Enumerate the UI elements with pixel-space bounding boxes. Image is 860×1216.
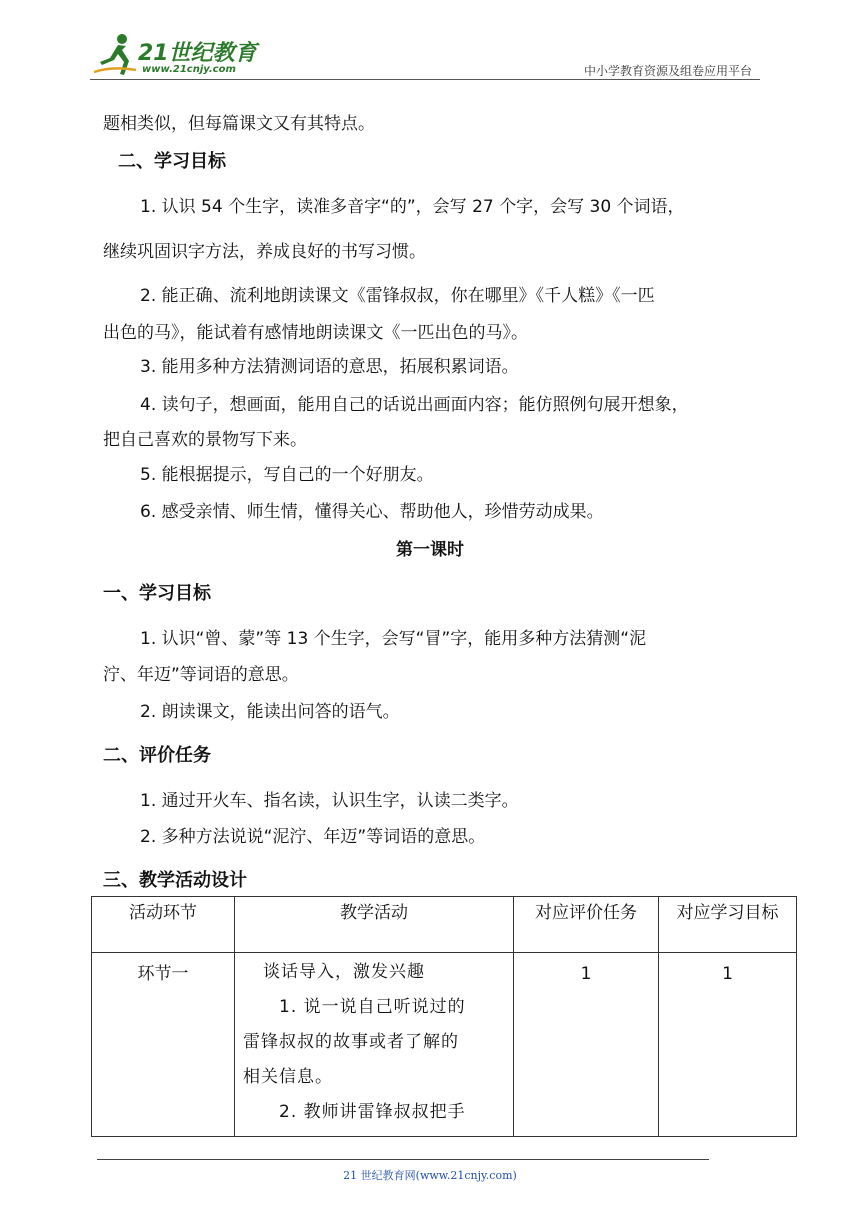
goal-6: 6. 感受亲情、师生情，懂得关心、帮助他人，珍惜劳动成果。 [140,502,604,522]
stage-cell [92,953,235,1137]
platform-name: 中小学教育资源及组卷应用平台 [583,64,752,78]
lesson-title: 第一课时 [396,540,464,560]
runner-logo-icon [92,32,140,78]
lesson-goal-1-line-2: 泞、年迈”等词语的意思。 [103,665,299,685]
page-header [90,30,760,82]
paragraph-line: 题相类似，但每篇课文又有其特点。 [103,114,375,134]
goal-5: 5. 能根据提示，写自己的一个好朋友。 [140,465,434,485]
column-header: 活动环节 [92,897,235,953]
lesson-goal-2: 2. 朗读课文，能读出问答的语气。 [140,702,400,722]
stage-label: 环节一 [137,964,189,984]
task-ref: 1 [580,964,592,984]
task-cell [514,953,659,1137]
section-heading: 三、教学活动设计 [103,870,247,891]
footer-divider [97,1159,709,1160]
activity-line: 1. 说一说自己听说过的 [279,997,466,1017]
goal-ref: 1 [722,964,733,984]
activity-cell [235,953,514,1137]
activity-line: 相关信息。 [243,1067,333,1087]
table-row [92,953,797,1137]
goal-3: 3. 能用多种方法猜测词语的意思，拓展积累词语。 [140,357,519,377]
footer-link[interactable]: 21 世纪教育网(www.21cnjy.com) [343,1169,517,1182]
activity-table [91,896,797,1137]
table-header-row [92,897,797,953]
header-divider [90,79,760,80]
activity-line: 谈话导入，激发兴趣 [263,962,425,982]
goal-1-line-1: 1. 认识 54 个生字，读准多音字“的”，会写 27 个字，会写 30 个词语， [140,197,685,217]
section-heading: 二、学习目标 [118,151,226,172]
section-heading: 一、学习目标 [103,583,211,604]
goal-2-line-1: 2. 能正确、流利地朗读课文《雷锋叔叔，你在哪里》《千人糕》《一匹 [140,286,655,306]
activity-line: 2. 教师讲雷锋叔叔把手 [279,1102,466,1122]
task-1: 1. 通过开火车、指名读，认识生字，认读二类字。 [140,791,519,811]
goal-2-line-2: 出色的马》，能试着有感情地朗读课文《一匹出色的马》。 [103,323,528,343]
lesson-goal-1-line-1: 1. 认识“曾、蒙”等 13 个生字，会写“冒”字，能用多种方法猜测“泥 [140,629,647,649]
goal-4-line-1: 4. 读句子，想画面，能用自己的话说出画面内容；能仿照例句展开想象， [140,395,689,415]
logo-url: www.21cnjy.com [142,64,236,75]
section-heading: 二、评价任务 [103,745,211,766]
goal-cell [659,953,797,1137]
column-header: 对应评价任务 [514,897,659,953]
site-logo [90,30,270,78]
column-header: 对应学习目标 [659,897,797,953]
goal-1-line-2: 继续巩固识字方法，养成良好的书写习惯。 [103,242,426,262]
goal-4-line-2: 把自己喜欢的景物写下来。 [103,430,307,450]
task-2: 2. 多种方法说说“泥泞、年迈”等词语的意思。 [140,827,486,847]
activity-line: 雷锋叔叔的故事或者了解的 [243,1032,459,1052]
logo-text: 21世纪教育 [138,41,257,66]
column-header: 教学活动 [235,897,514,953]
